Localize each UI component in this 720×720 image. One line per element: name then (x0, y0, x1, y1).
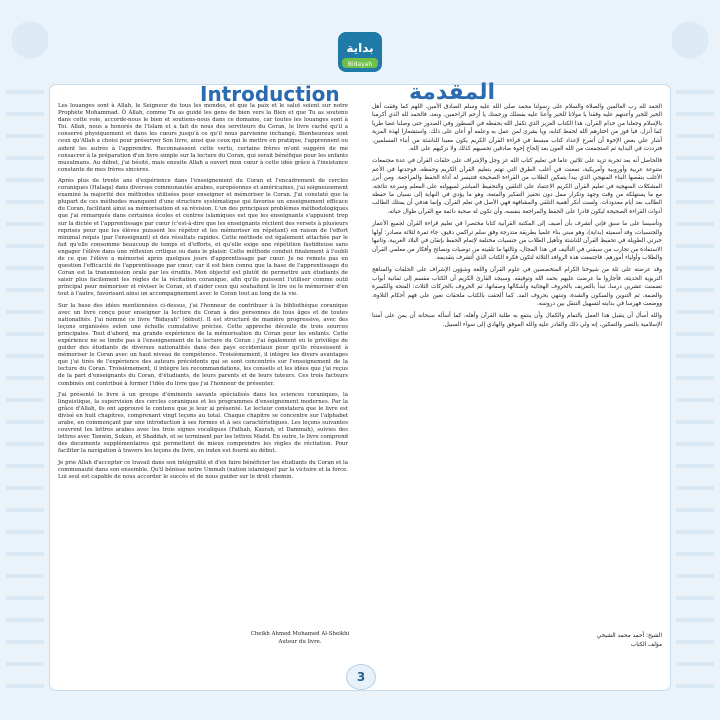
logo-subtitle: Bidayah (347, 61, 373, 68)
bidayah-logo (334, 28, 386, 76)
french-column (58, 103, 348, 485)
arabic-column (372, 103, 662, 333)
introduction-heading: Introduction (200, 82, 340, 106)
arabic-signature (372, 632, 662, 650)
arabic-paragraph-5: والله أسأل أن يتقبل هذا العمل بالتمام والكمال وأن ينتفع به طلبة القرآن وأهله، كما أسأله سبحانه أن يمن على أمتنا الإسلامية بالنصر والتمكين، إنه ولي ذلك والقادر عليه والله الموفق والهادي إلى سواء السبيل. (372, 313, 662, 328)
page-number: 3 (346, 664, 376, 690)
muqaddima-heading: المقدمة (408, 80, 495, 105)
french-author-name: Cheikh Ahmed Mohamed Al-Sheikhi (250, 631, 350, 637)
right-ornament (676, 90, 714, 690)
french-signature (230, 630, 370, 646)
french-paragraph-5: Je prie Allah d'accepter ce travail dans son intégralité et d'en faire bénéficier les étudiants du Coran et la communauté dans son ensemble. Qu'il bénisse notre Ummah (nation islamique) par la victoire et la force. Lui seul est capable de nous accorder le succès et de nous guider sur le droit chemin. (58, 459, 348, 480)
french-paragraph-3: Sur la base des idées mentionnées ci-dessus, j'ai l'honneur de contribuer à la bibliothèque coranique avec un livre conçu pour enseigner la lecture du Coran à des personnes de tous âges et de toutes nationalités. J'ai nommé ce livre "Bidayah" (début). Il est structuré de manière progressive, avec des leçons organisées selon une échelle cumulative précise. Cette approche découle de trois sources principales. Tout d'abord, ma grande expérience de la mémorisation du Coran pour les enfants. Cette expérience ne se limite pas à l'enseignement de la lecture du Coran ; j'ai également eu le privilège de guider des étudiants de diverses nationalités dans des pays occidentaux pour qu'ils réussissent à mémoriser le Coran avec un haut niveau de compétence. Troisièmement, il intègre les divers avantages que j'ai tirés de l'expérience des auteurs précédents qui se sont concentrés sur l'enseignement de la lecture du Coran. Troisièmement, il intègre les recommandations, les conseils et les idées que j'ai reçus de la part d'enseignants du Coran, d'étudiants, de leurs parents et de leurs tuteurs. Ces trois facteurs combinés ont contribué à former l'idée du livre que j'ai l'honneur de présenter. (58, 302, 348, 387)
french-author-role: Auteur du livre. (278, 639, 322, 645)
arabic-author-role: مؤلف الكتاب (630, 642, 662, 648)
logo-title: بداية (346, 41, 374, 55)
arabic-paragraph-4: وقد عرضته على ثلة من شيوخنا الكرام المتخصصين في علوم القرآن واللغة وشؤون الإشراف على الحلقات والمناهج التربوية الحديثة، فأجازوا ما عرضت عليهم بحمد الله وتوفيقه. وسيجد القارئ الكريم أن الكتاب مقسم إلى ثمانية أبواب تضمنت عشرين درسا، تبدأ بالتعريف بالحروف الهجائية وأشكالها وصفاتها، ثم الحروف بالحركات الثلاث: الفتحة والكسرة والضمة، ثم التنوين والسكون والشدة، وتنتهي بحروف المد. كما ألحقت بالكتاب ملحقات تعين على فهم أحكام التلاوة، ووضعت فهرسا في بدايته لتسهيل التنقل بين دروسه. (372, 267, 662, 307)
arabic-paragraph-2: فالحاصل أنه بعد تجربة تزيد على ثلاثين عاما في تعليم كتاب الله عز وجل والإشراف على حلقات القرآن في عدة مجتمعات متنوعة عربية وأوروبية وأمريكية، تمعنت في أغلب الطرق التي تهتم بتعليم القرآن الكريم وحفظه، فوجدتها في الأعم الأغلب ينقصها البناء المنهجي الذي يبدأ بتمكين الطلاب من القراءة الصحيحة فتتيسر له أداة الحفظ والمراجعة. ومن أبرز المشكلات المنهجية في تعليم القرآن الكريم الاعتماد على التلقين والتحفيظ المباشر لسهولته على المعلم وسرعة نتائجه، مع ما يستهلكه من وقت وجهد وتكرار ممل دون تحفيز التفكير والمتعة، وهو ما يؤدي في النهاية إلى نسيان ما حفظه الطالب بعد أيام معدودات. ولست أنكر أهمية التلقي والمشافهة فهي الأصل في تعلم القرآن، وإنما هدفي أن يمتلك الطالب أدوات القراءة الصحيحة ليكون قادرا على الحفظ والمراجعة بنفسه، وأن تكون له صحبة دائمة مع القرآن طوال حياته. (372, 158, 662, 215)
left-ornament (6, 90, 44, 690)
arabic-paragraph-3: وتأسيسا على ما سبق فإني أتشرف بأن أضيف إلى المكتبة القرآنية كتابا مختصرا في تعليم قراءة القرآن لجميع الأعمار والجنسيات، وقد أسميته (بداية)، وهو مبني بناء علميا بطريقة متدرجة وفق سلم تراكمي دقيق، جاء ثمرة لثلاثة مصادر: أولها خبرتي الطويلة في تحفيظ القرآن للناشئة وتأهيل الطلاب من جنسيات مختلفة لإتمام الحفظ بإتقان في البلاد الغربية، وثانيها الاستفادة من تجارب من سبقني في التأليف في هذا المجال، وثالثها ما تلقيته من توصيات ونصائح وأفكار من معلمي القرآن والطلاب وأولياء أمورهم. فاجتمعت هذه الروافد الثلاثة لتكون فكرة الكتاب الذي أتشرف بتقديمه. (372, 221, 662, 261)
french-paragraph-2: Après plus de trente ans d'expérience dans l'enseignement du Coran et l'encadrement de cercles coraniques (Halaqa) dans diverses communautés arabes, européennes et américaines, j'ai soigneusement examiné la majorité des méthodes utilisées pour enseigner et mémoriser le Coran. J'ai constaté que la plupart de ces méthodes manquent d'une structure systématique qui favorise un enseignement efficace du Coran, facilitant ainsi sa mémorisation et sa révision. L'un des principaux problèmes méthodologiques que j'ai remarqués dans certaines écoles et centres islamiques est que les enseignants s'appuient trop sur la dictée et l'apprentissage par cœur (c'est-à-dire que les enseignants récitent des versets à plusieurs reprises pour que les élèves puissent les répéter et les mémoriser en répétant) en raison de l'effort minimal requis (par l'enseignant) et des résultats rapides. Cette méthode est également attachée par le fait qu'elle consomme beaucoup de temps et d'efforts, et qu'elle exige une répétition fastidieuse sans engager l'élève dans une réflexion critique ou dans le plaisir. Cette méthode conduit finalement à l'oubli de ce que l'élève a mémorisé après quelques jours d'apprentissage par cœur. Je ne remets pas en question l'efficacité de l'apprentissage par cœur, car il est bien connu que la base de l'apprentissage du Coran est la transmission orale par les érudits. Mon objectif est plutôt de permettre aux étudiants de saisir plus facilement les règles de la récitation coranique, afin qu'ils puissent l'utiliser comme outil principal pour mémoriser et réviser le Coran, et d'aider ceux qui souhaitent le lire ou le mémoriser d'en tout à l'autre, favorisant ainsi un accompagnement avec le Coran tout au long de la vie. (58, 177, 348, 298)
arabic-author-name: الشيخ: أحمد محمد الشيخي (596, 633, 662, 639)
arabic-paragraph-1: الحمد لله رب العالمين والصلاة والسلام على رسولنا محمد صلى الله عليه وسلم الصادق الأمين. اللهم كما وفقت أهل الخير للخير وأعنتهم عليه وفقنا يا مولانا للخير وأعنا عليه بفضلك ورحمتك يا أرحم الراحمين. وبعد، فالحمد لله الذي أكرمنا بالإسلام وجعلنا من خدام القرآن، هذا الكتاب العزيز الذي تكفل الله بحفظه في السطور وفي الصدور حتى وصلنا غضا طريا كما أنزل. فيا فوز من اختارهم الله لحفظ كتابه، ويا بشرى لمن عمل به وعلمه أو أعان على ذلك. واستشعارا لهذه المزية أشار علي بعض الإخوة أن أتفرغ لإعداد كتاب مبسط في قراءة القرآن الكريم يكون معينا للناشئة من أبناء المسلمين. فترددت في البداية ثم استجمعت من الله العون بعد إلحاح إخوة صادقين تحسيهم كذلك ولا نزكيهم على الله. (372, 104, 662, 153)
french-paragraph-1: Les louanges sont à Allah, le Seigneur de tous les mondes, et que la paix et le salut soient sur notre Prophète Mohammad. Ô Allah, comme Tu as guidé les gens de bien vers la Bien et que Tu as soutenu dans cette voie, accorde-nous le bien et soutiens-nous dans ce domaine, car toutes les louanges sont à Toi. Allah, nous a honorés de l'Islam et a fait de nous des serviteurs du Coran, le livre caché qu'il a conservé physiquement et dans les cœurs jusqu'à ce qu'il nous parvienne inchangé. Bienheureux sont ceux qu'Allah a choisi pour préserver Son livre, ainsi que ceux qui le mettre en pratique, l'apprennent ou aident les autres à l'apprendre. Reconnaissent cette vertu, certains frères m'ont suggéré de me consacrer à la préparation d'un livre simple sur la lecture du Coran, qui serait bénéfique pour les enfants musulmans. Au début, j'ai hésité, mais ensuite Allah a ouvert mon cœur à cette idée grâce à l'insistance constante de mes frères sincères. (58, 103, 348, 173)
french-paragraph-4: J'ai présenté le livre à un groupe d'éminents savants spécialisés dans les sciences coraniques, la linguistique, la supervision des cercles coraniques et les programmes d'enseignement modernes. Par la grâce d'Allah, ils ont approuvé le contenu que je leur ai présenté. Le lecteur constatera que le livre est divisé en huit chapitres, comprenant vingt leçons au total. Chaque chapitre se concentre sur l'alphabet arabe, en commençant par une introduction à ses formes et à ses caractéristiques. Les leçons suivantes couvrent les lettres arabes avec les trois signes vocaliques (Fathah, Kasrah, et Dammah), suivies des lettres avec Tanwin, Sukun, et Shaddah, et se terminent par les lettres Madd. En outre, le livre comprend des documents supplémentaires qui permettent de mieux comprendre les règles de récitation. Pour faciliter la navigation à travers les leçons du livre, un index est fourni au début. (58, 391, 348, 455)
